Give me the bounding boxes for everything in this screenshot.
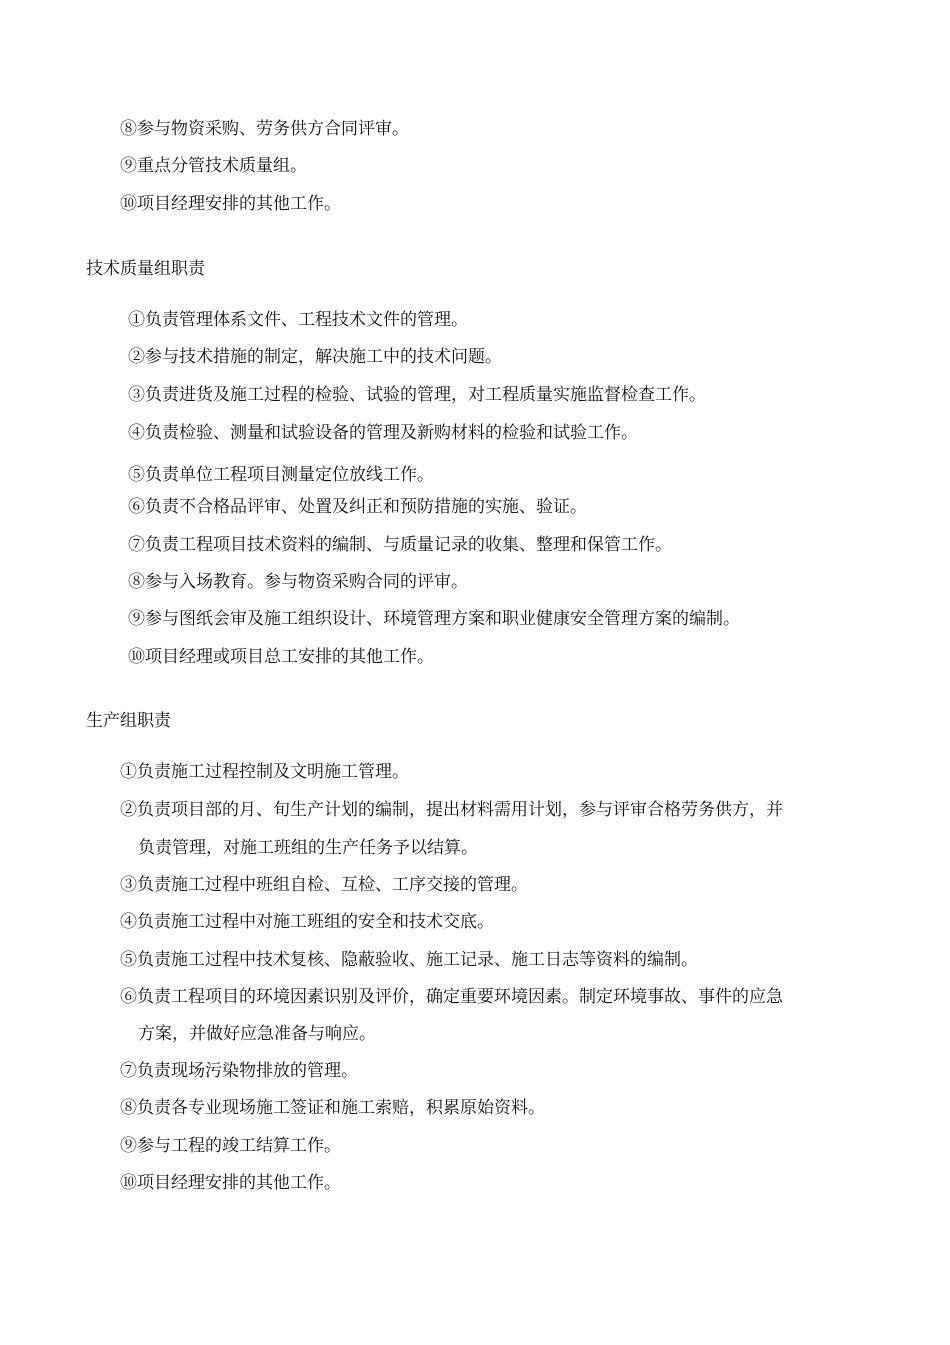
list-item: ③负责进货及施工过程的检验、试验的管理，对工程质量实施监督检查工作。 — [128, 385, 706, 405]
list-item: ⑩项目经理或项目总工安排的其他工作。 — [128, 647, 434, 667]
list-item-continuation: 负责管理，对施工班组的生产任务予以结算。 — [138, 838, 478, 858]
list-item: ⑨参与工程的竣工结算工作。 — [120, 1136, 341, 1156]
list-item: ⑨参与图纸会审及施工组织设计、环境管理方案和职业健康安全管理方案的编制。 — [128, 609, 740, 629]
list-item: ⑧负责各专业现场施工签证和施工索赔，积累原始资料。 — [120, 1098, 545, 1118]
list-item: ④负责施工过程中对施工班组的安全和技术交底。 — [120, 912, 494, 932]
section-heading-tech-quality: 技术质量组职责 — [86, 259, 205, 279]
list-item: ⑦负责工程项目技术资料的编制、与质量记录的收集、整理和保管工作。 — [128, 535, 672, 555]
list-item: ④负责检验、测量和试验设备的管理及新购材料的检验和试验工作。 — [128, 423, 638, 443]
list-item: ⑨重点分管技术质量组。 — [120, 156, 307, 176]
list-item: ⑧参与入场教育。参与物资采购合同的评审。 — [128, 572, 468, 592]
list-item: ⑩项目经理安排的其他工作。 — [120, 1173, 341, 1193]
list-item: ①负责施工过程控制及文明施工管理。 — [120, 762, 409, 782]
list-item: ⑧参与物资采购、劳务供方合同评审。 — [120, 119, 409, 139]
list-item: ③负责施工过程中班组自检、互检、工序交接的管理。 — [120, 875, 528, 895]
list-item: ⑩项目经理安排的其他工作。 — [120, 194, 341, 214]
list-item: ⑤负责施工过程中技术复核、隐蔽验收、施工记录、施工日志等资料的编制。 — [120, 950, 698, 970]
list-item: ⑦负责现场污染物排放的管理。 — [120, 1061, 358, 1081]
list-item: ②负责项目部的月、旬生产计划的编制，提出材料需用计划，参与评审合格劳务供方，并 — [120, 800, 783, 820]
list-item: ⑥负责工程项目的环境因素识别及评价，确定重要环境因素。制定环境事故、事件的应急 — [120, 987, 783, 1007]
list-item: ⑥负责不合格品评审、处置及纠正和预防措施的实施、验证。 — [128, 497, 587, 517]
list-item: ②参与技术措施的制定，解决施工中的技术问题。 — [128, 347, 502, 367]
section-heading-production: 生产组职责 — [86, 711, 171, 731]
list-item: ⑤负责单位工程项目测量定位放线工作。 — [128, 465, 434, 485]
list-item: ①负责管理体系文件、工程技术文件的管理。 — [128, 310, 468, 330]
list-item-continuation: 方案，并做好应急准备与响应。 — [138, 1024, 376, 1044]
